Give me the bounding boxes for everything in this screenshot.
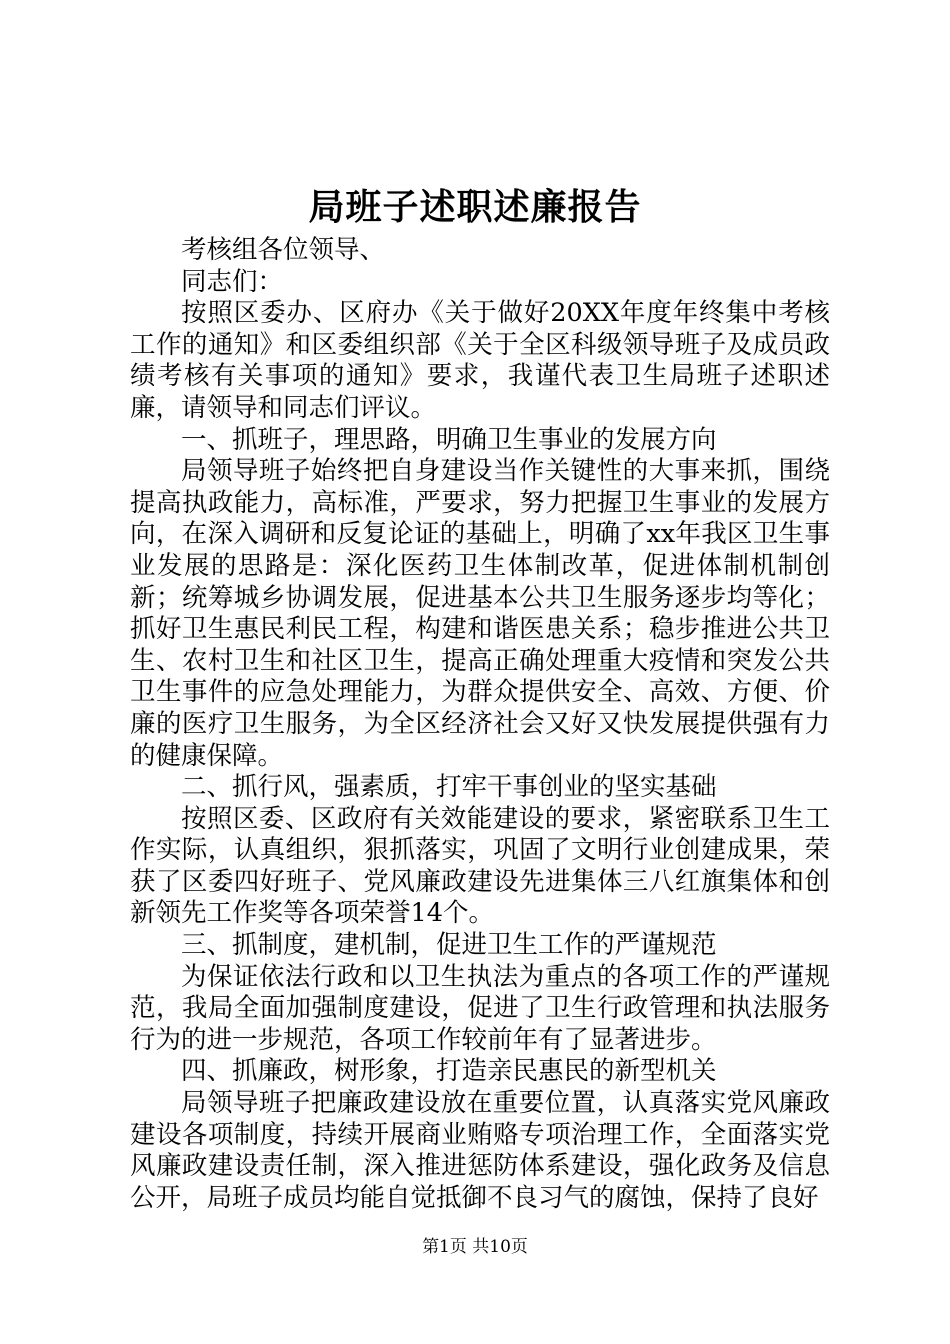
document-title: 局班子述职述廉报告 — [308, 186, 642, 228]
intro-paragraph: 按照区委办、区府办《关于做好20XX年度年终集中考核工作的通知》和区委组织部《关于全区科级领导班子及成员政绩考核有关事项的通知》要求，我谨代表卫生局班子述职述廉，请领导和同志们评议。 — [130, 298, 830, 423]
page-number-footer: 第1页 共10页 — [422, 1237, 528, 1257]
section-heading-1: 一、抓班子，理思路，明确卫生事业的发展方向 — [181, 424, 717, 455]
salutation-line-2: 同志们： — [181, 266, 284, 297]
section-heading-2: 二、抓行风，强素质，打牢干事创业的坚实基础 — [181, 772, 717, 803]
section-paragraph-4: 局领导班子把廉政建设放在重要位置，认真落实党风廉政建设各项制度，持续开展商业贿赂专项治理工作，全面落实党风廉政建设责任制，深入推进惩防体系建设，强化政务及信息公开，局班子成员均能自觉抵御不良习气的腐蚀，保持了良好 — [130, 1088, 830, 1213]
salutation-line-1: 考核组各位领导、 — [181, 235, 386, 265]
section-paragraph-3: 为保证依法行政和以卫生执法为重点的各项工作的严谨规范，我局全面加强制度建设，促进了卫生行政管理和执法服务行为的进一步规范，各项工作较前年有了显著进步。 — [130, 961, 830, 1055]
section-paragraph-2: 按照区委、区政府有关效能建设的要求，紧密联系卫生工作实际，认真组织，狠抓落实，巩固了文明行业创建成果，荣获了区委四好班子、党风廉政建设先进集体三八红旗集体和创新领先工作奖等各项荣誉14个。 — [130, 803, 830, 929]
section-heading-3: 三、抓制度，建机制，促进卫生工作的严谨规范 — [181, 930, 717, 961]
document-body — [130, 235, 830, 1214]
section-paragraph-1: 局领导班子始终把自身建设当作关键性的大事来抓，围绕提高执政能力，高标准，严要求，努力把握卫生事业的发展方向，在深入调研和反复论证的基础上，明确了xx年我区卫生事业发展的思路是：深化医药卫生体制改革，促进体制机制创新；统筹城乡协调发展，促进基本公共卫生服务逐步均等化；抓好卫生惠民利民工程，构建和谐医患关系；稳步推进公共卫生、农村卫生和社区卫生，提高正确处理重大疫情和突发公共卫生事件的应急处理能力，为群众提供安全、高效、方便、价廉的医疗卫生服务，为全区经济社会又好又快发展提供强有力的健康保障。 — [130, 456, 830, 771]
section-heading-4: 四、抓廉政，树形象，打造亲民惠民的新型机关 — [181, 1056, 717, 1087]
